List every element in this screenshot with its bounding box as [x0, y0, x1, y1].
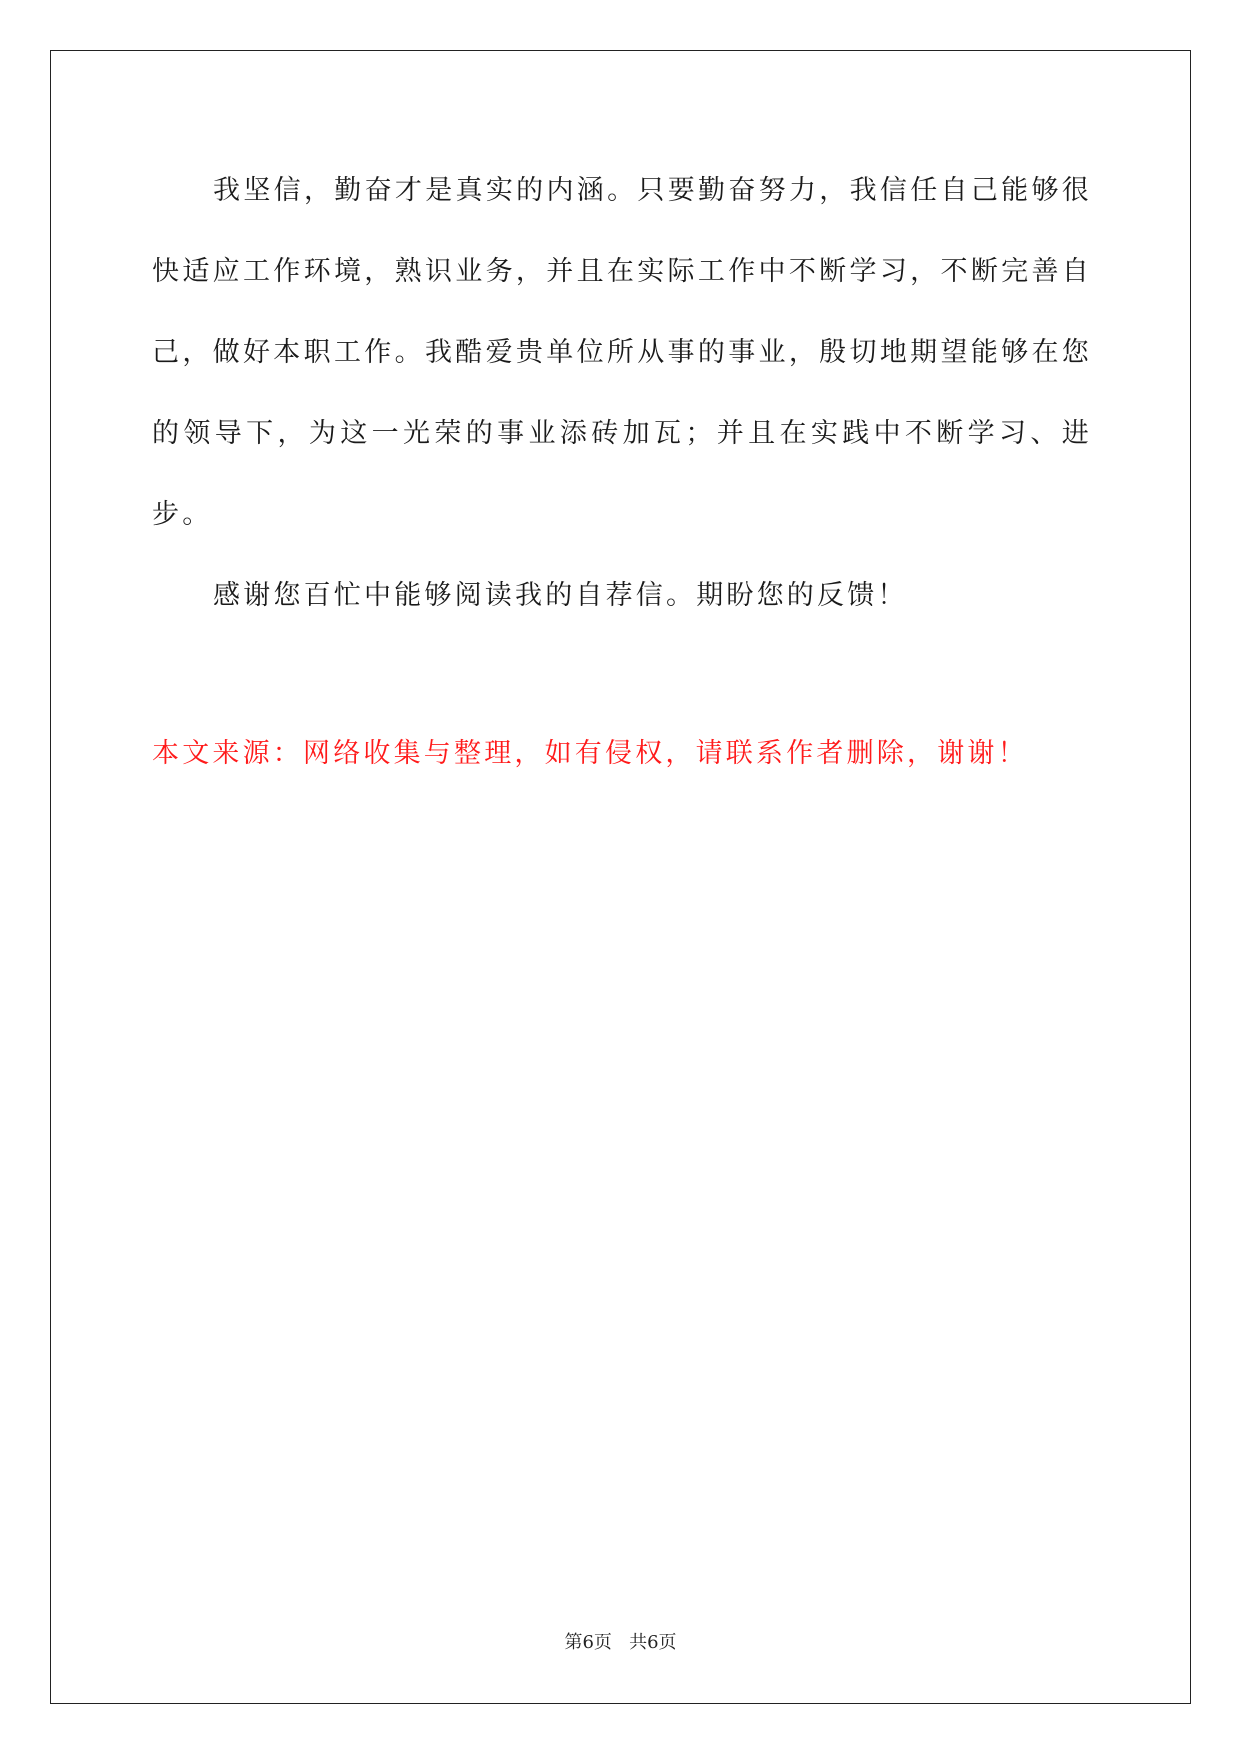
- page-total-prefix: 共: [629, 1632, 648, 1653]
- paragraph-thanks: 感谢您百忙中能够阅读我的自荐信。期盼您的反馈！: [213, 580, 908, 611]
- paragraph-conviction: 我坚信，勤奋才是真实的内涵。只要勤奋努力，我信任自己能够很快适应工作环境，熟识业务，并且在实际工作中不断学习，不断完善自己，做好本职工作。我酷爱贵单位所从事的事业，殷切地期望能够在您的领导下，为这一光荣的事业添砖加瓦；并且在实践中不断学习、进步。: [152, 175, 1092, 530]
- page-number-current: 6: [582, 1632, 594, 1653]
- page-number-suffix: 页: [593, 1632, 612, 1653]
- page-total-count: 6: [647, 1632, 659, 1653]
- page-number-prefix: 第: [564, 1632, 583, 1653]
- page-total-suffix: 页: [658, 1632, 677, 1653]
- page-footer: [0, 1628, 1241, 1654]
- document-body: [152, 150, 1092, 636]
- source-note: 本文来源：网络收集与整理，如有侵权，请联系作者删除，谢谢！: [152, 738, 1028, 769]
